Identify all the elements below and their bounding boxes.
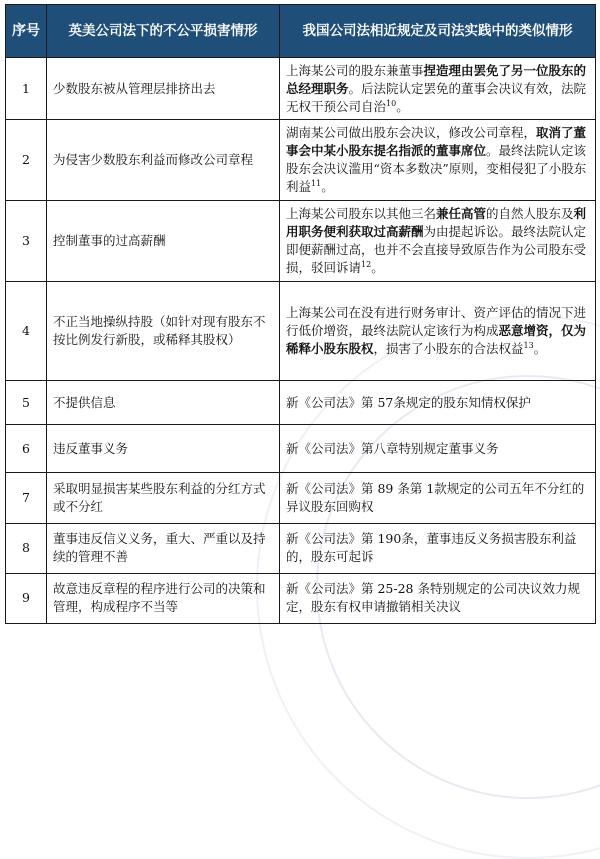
body-text: 为由提起诉讼。最终法院认定即便薪酬过高，也并不会直接导致原告作为公司股东受损，驳回诉请 — [286, 224, 587, 276]
cn-situation-cell — [280, 120, 596, 201]
body-text: 的自然人股东及 — [486, 206, 574, 222]
us-situation-cell: 不提供信息 — [47, 381, 280, 425]
table-header-row — [6, 5, 596, 58]
us-situation-cell: 采取明显损害某些股东利益的分红方式或不分红 — [47, 473, 280, 523]
header-number: 序号 — [6, 5, 47, 58]
us-situation-cell: 董事违反信义义务，重大、严重以及持续的管理不善 — [47, 523, 280, 573]
body-text: 新《公司法》第 190条，董事违反义务损害股东利益的，股东可起诉 — [286, 531, 577, 565]
body-text: 上海某公司的股东兼董事 — [286, 62, 424, 78]
body-text: 。 — [533, 341, 547, 357]
body-text: 。最终法院认定该股东会决议滥用“资本多数决”原则，变相侵犯了小股东利益 — [286, 143, 587, 195]
body-text: 。 — [371, 260, 384, 276]
table-row — [6, 58, 596, 120]
table-row — [6, 381, 596, 425]
footnote-ref: 10 — [386, 98, 397, 108]
header-cn-law: 我国公司法相近规定及司法实践中的类似情形 — [280, 5, 596, 58]
emphasis-text: 恶意增资，仅为稀释小股东股权 — [286, 323, 587, 357]
cn-situation-cell — [280, 282, 596, 381]
row-number: 1 — [6, 58, 47, 120]
table-row — [6, 282, 596, 381]
us-situation-cell: 故意违反章程的程序进行公司的决策和管理，构成程序不当等 — [47, 573, 280, 623]
row-number: 2 — [6, 120, 47, 201]
body-text: ，损害了小股东的合法权益 — [373, 341, 524, 357]
us-situation-cell: 少数股东被从管理层排挤出去 — [47, 58, 280, 120]
cn-situation-cell — [280, 573, 596, 623]
emphasis-text: 利用职务便利获取过高薪酬 — [286, 206, 587, 240]
row-number: 8 — [6, 523, 47, 573]
row-number: 7 — [6, 473, 47, 523]
row-number: 6 — [6, 425, 47, 473]
row-number: 4 — [6, 282, 47, 381]
cn-situation-cell — [280, 425, 596, 473]
body-text: 新《公司法》第 57条规定的股东知情权保护 — [286, 394, 531, 410]
body-text: 新《公司法》第八章特别规定董事义务 — [286, 440, 499, 456]
us-situation-cell: 不正当地操纵持股（如针对现有股东不按比例发行新股，或稀释其股权） — [47, 282, 280, 381]
emphasis-text: 取消了董事会中某小股东提名指派的董事席位 — [286, 125, 587, 159]
footnote-ref: 12 — [361, 260, 372, 270]
body-text: 。后法院认定罢免的董事会决议有效，法院无权干预公司自治 — [286, 80, 587, 114]
comparison-table — [5, 4, 596, 624]
cn-situation-cell — [280, 473, 596, 523]
emphasis-text: 兼任高管 — [436, 206, 487, 222]
body-text: 新《公司法》第 89 条第 1款规定的公司五年不分红的异议股东回购权 — [286, 481, 585, 515]
us-situation-cell: 控制董事的过高薪酬 — [47, 201, 280, 282]
body-text: 湖南某公司做出股东会决议，修改公司章程， — [286, 125, 537, 141]
us-situation-cell: 为侵害少数股东利益而修改公司章程 — [47, 120, 280, 201]
body-text: 。 — [321, 179, 334, 195]
header-us-law: 英美公司法下的不公平损害情形 — [47, 5, 280, 58]
row-number: 9 — [6, 573, 47, 623]
table-row — [6, 120, 596, 201]
table-row — [6, 523, 596, 573]
table-row — [6, 473, 596, 523]
cn-situation-cell — [280, 381, 596, 425]
table-row — [6, 201, 596, 282]
body-text: 。 — [396, 98, 409, 114]
table-row — [6, 573, 596, 623]
body-text: 上海某公司在没有进行财务审计、资产评估的情况下进行低价增资，最终法院认定该行为构成 — [286, 305, 587, 339]
cn-situation-cell — [280, 201, 596, 282]
emphasis-text: 捏造理由罢免了另一位股东的总经理职务 — [286, 62, 587, 96]
table-body — [6, 58, 596, 624]
footnote-ref: 11 — [311, 179, 322, 189]
us-situation-cell: 违反董事义务 — [47, 425, 280, 473]
row-number: 5 — [6, 381, 47, 425]
footnote-ref: 13 — [523, 341, 534, 351]
row-number: 3 — [6, 201, 47, 282]
cn-situation-cell — [280, 58, 596, 120]
cn-situation-cell — [280, 523, 596, 573]
body-text: 新《公司法》第 25-28 条特别规定的公司决议效力规定，股东有权申请撤销相关决议 — [286, 581, 580, 615]
body-text: 上海某公司股东以其他三名 — [286, 206, 437, 222]
table-row — [6, 425, 596, 473]
